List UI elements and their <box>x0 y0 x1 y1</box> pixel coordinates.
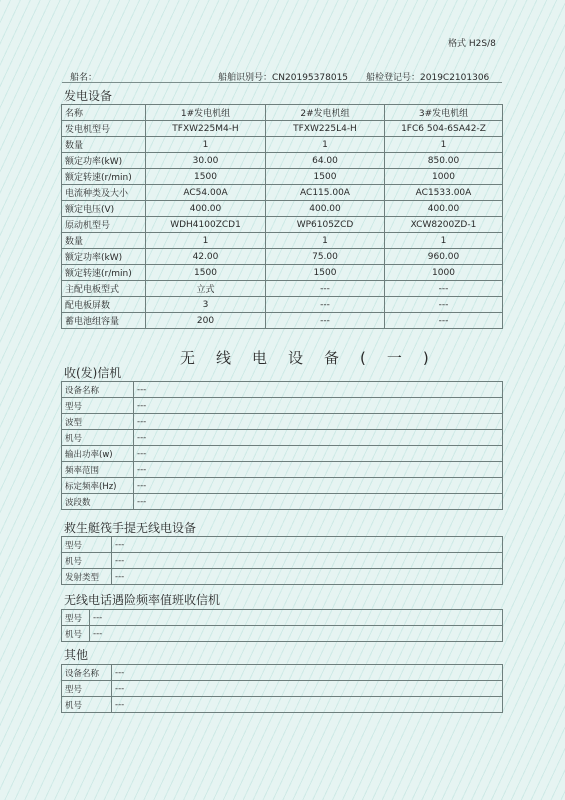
generator-2-value: 400.00 <box>266 201 385 217</box>
transceiver-table <box>61 381 503 510</box>
other-row-value: --- <box>112 697 503 713</box>
transceiver-row <box>62 382 503 398</box>
generator-3-value: 1000 <box>385 265 503 281</box>
generator-1-value: 1500 <box>146 265 266 281</box>
generator-1-value: WDH4100ZCD1 <box>146 217 266 233</box>
lifeboat-row <box>62 569 503 585</box>
generator-row <box>62 105 503 121</box>
distress-row-label: 型号 <box>62 610 90 626</box>
generator-3-value: XCW8200ZD-1 <box>385 217 503 233</box>
transceiver-row-value: --- <box>134 494 503 510</box>
generator-1-value: 1 <box>146 137 266 153</box>
generator-row <box>62 201 503 217</box>
generator-3-value: 400.00 <box>385 201 503 217</box>
reg-no-value: 2019C2101306 <box>420 73 490 83</box>
other-row <box>62 681 503 697</box>
generator-row <box>62 265 503 281</box>
generator-row-label: 蓄电池组容量 <box>62 313 146 329</box>
generator-row-label: 额定功率(kW) <box>62 153 146 169</box>
generator-1-value: TFXW225M4-H <box>146 121 266 137</box>
distress-row-label: 机号 <box>62 626 90 642</box>
generator-1-value: 3 <box>146 297 266 313</box>
generator-1-value: AC54.00A <box>146 185 266 201</box>
generator-row-label: 原动机型号 <box>62 217 146 233</box>
generator-2-value: 64.00 <box>266 153 385 169</box>
generator-3-value: --- <box>385 281 503 297</box>
transceiver-row <box>62 398 503 414</box>
transceiver-row-label: 波段数 <box>62 494 134 510</box>
generator-1-value: 1500 <box>146 169 266 185</box>
generator-row <box>62 313 503 329</box>
distress-row-value: --- <box>90 626 503 642</box>
generator-1-value: 42.00 <box>146 249 266 265</box>
generator-3-value: 1FC6 504-6SA42-Z <box>385 121 503 137</box>
generator-2-value: WP6105ZCD <box>266 217 385 233</box>
transceiver-row-label: 频率范围 <box>62 462 134 478</box>
generator-3-value: 1 <box>385 233 503 249</box>
generator-2-value: --- <box>266 281 385 297</box>
generator-row-label: 发电机型号 <box>62 121 146 137</box>
distress-receiver-table <box>61 609 503 642</box>
generator-row <box>62 137 503 153</box>
generator-row <box>62 281 503 297</box>
generator-2-value: --- <box>266 297 385 313</box>
transceiver-row <box>62 414 503 430</box>
transceiver-table-body <box>62 382 503 510</box>
lifeboat-row-label: 发射类型 <box>62 569 112 585</box>
other-row-label: 设备名称 <box>62 665 112 681</box>
transceiver-row-value: --- <box>134 398 503 414</box>
transceiver-row-label: 标定频率(Hz) <box>62 478 134 494</box>
lifeboat-row <box>62 553 503 569</box>
generator-row-label: 数量 <box>62 233 146 249</box>
lifeboat-row-value: --- <box>112 537 503 553</box>
generator-row <box>62 297 503 313</box>
generator-2-value: 1 <box>266 137 385 153</box>
transceiver-row-label: 机号 <box>62 430 134 446</box>
generator-row-label: 额定电压(V) <box>62 201 146 217</box>
other-row-value: --- <box>112 665 503 681</box>
generator-2-value: 2#发电机组 <box>266 105 385 121</box>
transceiver-row-label: 型号 <box>62 398 134 414</box>
generator-row <box>62 169 503 185</box>
transceiver-row-value: --- <box>134 478 503 494</box>
transceiver-row-value: --- <box>134 462 503 478</box>
distress-row <box>62 610 503 626</box>
radio-equipment-title: 无线电设备(一) <box>180 349 450 367</box>
transceiver-row-label: 输出功率(w) <box>62 446 134 462</box>
transceiver-row-label: 波型 <box>62 414 134 430</box>
generator-3-value: 1000 <box>385 169 503 185</box>
other-row <box>62 665 503 681</box>
other-row-label: 机号 <box>62 697 112 713</box>
generator-row <box>62 185 503 201</box>
lifeboat-row-label: 机号 <box>62 553 112 569</box>
generator-2-value: --- <box>266 313 385 329</box>
generator-3-value: --- <box>385 313 503 329</box>
generator-2-value: 75.00 <box>266 249 385 265</box>
transceiver-row <box>62 446 503 462</box>
generator-row-label: 配电板屏数 <box>62 297 146 313</box>
generator-1-value: 1 <box>146 233 266 249</box>
generator-row-label: 额定转速(r/min) <box>62 265 146 281</box>
transceiver-row <box>62 430 503 446</box>
generator-row-label: 额定转速(r/min) <box>62 169 146 185</box>
other-row-label: 型号 <box>62 681 112 697</box>
other-table <box>61 664 503 713</box>
form-number: 格式 H2S/8 <box>448 39 496 49</box>
lifeboat-section-title: 救生艇筏手提无线电设备 <box>64 521 197 535</box>
other-row <box>62 697 503 713</box>
generator-2-value: TFXW225L4-H <box>266 121 385 137</box>
generator-1-value: 立式 <box>146 281 266 297</box>
generator-3-value: 3#发电机组 <box>385 105 503 121</box>
lifeboat-row-value: --- <box>112 569 503 585</box>
distress-receiver-table-body <box>62 610 503 642</box>
generator-1-value: 400.00 <box>146 201 266 217</box>
reg-no-label: 船检登记号： <box>366 73 421 83</box>
transceiver-row-value: --- <box>134 414 503 430</box>
other-row-value: --- <box>112 681 503 697</box>
generator-row <box>62 121 503 137</box>
header-rule <box>62 82 502 83</box>
transceiver-row <box>62 462 503 478</box>
distress-row <box>62 626 503 642</box>
generator-3-value: 960.00 <box>385 249 503 265</box>
generator-row <box>62 249 503 265</box>
generator-1-value: 1#发电机组 <box>146 105 266 121</box>
generator-1-value: 30.00 <box>146 153 266 169</box>
lifeboat-table <box>61 536 503 585</box>
generator-2-value: 1500 <box>266 265 385 281</box>
lifeboat-row <box>62 537 503 553</box>
other-table-body <box>62 665 503 713</box>
generator-1-value: 200 <box>146 313 266 329</box>
transceiver-row-value: --- <box>134 382 503 398</box>
generator-row <box>62 153 503 169</box>
other-section-title: 其他 <box>64 648 89 662</box>
generator-section-title: 发电设备 <box>64 89 113 103</box>
lifeboat-row-label: 型号 <box>62 537 112 553</box>
generator-3-value: 1 <box>385 137 503 153</box>
distress-row-value: --- <box>90 610 503 626</box>
generator-3-value: AC1533.00A <box>385 185 503 201</box>
generator-row-label: 名称 <box>62 105 146 121</box>
generator-2-value: AC115.00A <box>266 185 385 201</box>
generator-row <box>62 217 503 233</box>
lifeboat-row-value: --- <box>112 553 503 569</box>
transceiver-row <box>62 494 503 510</box>
transceiver-row <box>62 478 503 494</box>
generator-table-body <box>62 105 503 329</box>
lifeboat-table-body <box>62 537 503 585</box>
generator-row <box>62 233 503 249</box>
generator-row-label: 额定功率(kW) <box>62 249 146 265</box>
transceiver-row-value: --- <box>134 430 503 446</box>
ship-id-value: CN20195378015 <box>272 73 349 83</box>
ship-name-label: 船名： <box>70 73 98 83</box>
generator-3-value: 850.00 <box>385 153 503 169</box>
transceiver-row-value: --- <box>134 446 503 462</box>
generator-2-value: 1500 <box>266 169 385 185</box>
transceiver-section-title: 收(发)信机 <box>64 366 122 380</box>
generator-row-label: 电流种类及大小 <box>62 185 146 201</box>
generator-3-value: --- <box>385 297 503 313</box>
transceiver-row-label: 设备名称 <box>62 382 134 398</box>
generator-row-label: 数量 <box>62 137 146 153</box>
ship-id-label: 船舶识别号： <box>218 73 273 83</box>
generator-table <box>61 104 503 329</box>
distress-receiver-section-title: 无线电话遇险频率值班收信机 <box>64 593 221 607</box>
generator-row-label: 主配电板型式 <box>62 281 146 297</box>
generator-2-value: 1 <box>266 233 385 249</box>
